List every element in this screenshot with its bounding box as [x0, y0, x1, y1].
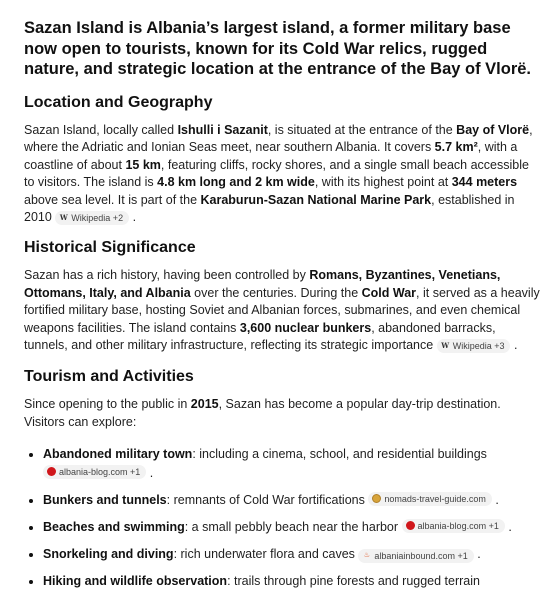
albaniainbound-icon: ♨ — [363, 552, 371, 560]
bold-span: Bunkers and tunnels — [43, 493, 167, 508]
list-item — [43, 491, 541, 510]
citation-label: nomads-travel-guide.com — [384, 493, 486, 504]
bold-span: Hiking and wildlife observation — [43, 574, 228, 589]
citation-chip[interactable] — [55, 211, 129, 225]
text-span: : including a cinema, school, and residential buildings — [192, 447, 487, 462]
list-item — [43, 545, 541, 564]
history-paragraph — [24, 267, 541, 355]
text-span: , it served as a heavily fortified military base, hosting Soviet and Albanian forces, submarines, and even chemical weapons facilities. The island contains — [24, 285, 540, 335]
text-span: , abandoned barracks, tunnels, and other military infrastructure, reflecting its strategic importance — [24, 320, 496, 353]
text-span: , established in 2010 — [24, 192, 515, 225]
text-span: , where the Adriatic and Ionian Seas meet, near southern Albania. It covers — [24, 122, 533, 155]
text-span: . — [495, 493, 499, 508]
citation-chip[interactable] — [43, 465, 146, 479]
text-span: . — [149, 466, 154, 481]
text-span: : rich underwater flora and caves — [173, 547, 355, 562]
bold-span: 344 meters — [451, 175, 518, 190]
citation-chip[interactable] — [402, 519, 505, 533]
citation-chip[interactable] — [368, 492, 492, 506]
text-span: : trails through pine forests and rugged terrain — [227, 574, 480, 589]
citation-chip[interactable] — [358, 549, 473, 563]
text-span: : a small pebbly beach near the harbor — [184, 520, 399, 535]
activities-list — [24, 445, 541, 591]
bold-span: 4.8 km long and 2 km wide — [157, 175, 315, 190]
list-item — [43, 445, 541, 483]
page-title: Sazan Island is Albania’s largest island, a former military base now open to tourists, known for its Cold War relics, rugged nature, and strategic location at the entrance of the Bay of Vlorë. — [24, 19, 532, 78]
bold-span: Ishulli i Sazanit — [177, 122, 268, 137]
location-paragraph — [24, 122, 541, 228]
text-span: , with its highest point at — [314, 175, 452, 190]
text-span: Since opening to the public in — [24, 397, 191, 412]
text-span: Sazan Island, locally called — [24, 122, 178, 137]
bold-span: Karaburun-Sazan National Marine Park — [200, 192, 432, 207]
citation-label: Wikipedia +3 — [452, 340, 505, 351]
albania-blog-icon — [406, 521, 415, 530]
text-span: . — [508, 520, 512, 535]
bold-span: 3,600 nuclear bunkers — [239, 320, 372, 335]
bold-span: Cold War — [361, 285, 417, 300]
text-span: , Sazan has become a popular day-trip destination. Visitors can explore: — [24, 397, 501, 429]
bold-span: Snorkeling and diving — [43, 547, 174, 562]
citation-label: albaniainbound.com +1 — [374, 550, 468, 561]
citation-label: Wikipedia +2 — [71, 212, 124, 223]
text-span: , with a coastline of about — [24, 140, 518, 172]
bold-span: Bay of Vlorë — [456, 122, 530, 137]
text-span: over the centuries. During the — [190, 285, 362, 300]
citation-label: albania-blog.com +1 — [59, 466, 141, 477]
bold-span: Romans, Byzantines, Venetians, Ottomans, Italy, and Albania — [24, 268, 501, 300]
text-span: . — [132, 210, 137, 225]
bold-span: Beaches and swimming — [43, 520, 185, 535]
bold-span: Abandoned military town — [43, 447, 193, 462]
list-item — [43, 518, 541, 537]
text-span: , is situated at the entrance of the — [267, 122, 457, 137]
wikipedia-icon: W — [441, 341, 450, 351]
text-span: . — [513, 338, 518, 353]
text-span: . — [477, 547, 481, 562]
section-heading-history: Historical Significance — [24, 239, 196, 257]
section-heading-location: Location and Geography — [24, 93, 213, 111]
bold-span: 5.7 km² — [434, 140, 478, 155]
tourism-paragraph — [24, 396, 541, 431]
wikipedia-icon: W — [59, 213, 68, 223]
text-span: Sazan has a rich history, having been controlled by — [24, 268, 310, 283]
citation-chip[interactable] — [437, 339, 511, 353]
bold-span: 2015 — [190, 397, 219, 412]
bold-span: 15 km — [125, 157, 161, 172]
text-span: , featuring cliffs, rocky shores, and a single small beach accessible to visitors. The island is — [24, 157, 529, 190]
citation-label: albania-blog.com +1 — [417, 520, 499, 531]
section-heading-tourism: Tourism and Activities — [24, 368, 194, 386]
text-span: : remnants of Cold War fortifications — [166, 493, 365, 508]
albania-blog-icon — [47, 467, 56, 476]
text-span: above sea level. It is part of the — [24, 192, 201, 207]
list-item — [43, 572, 541, 591]
nomads-travel-guide-icon — [372, 494, 381, 503]
